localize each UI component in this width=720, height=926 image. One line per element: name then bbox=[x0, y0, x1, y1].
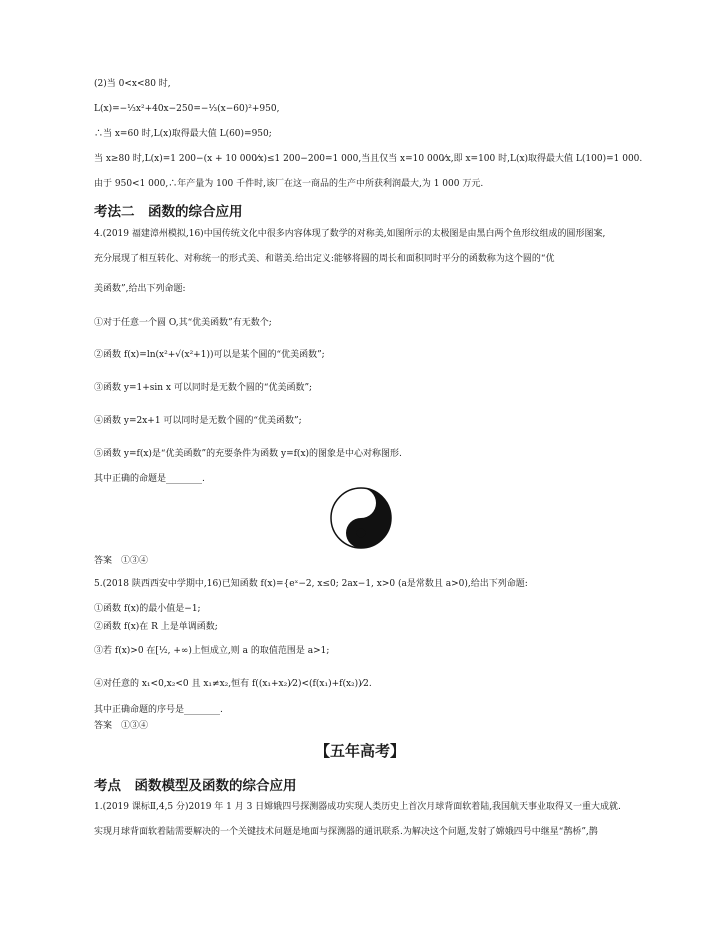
q5-item-1: ①函数 f(x)的最小值是−1; bbox=[94, 604, 201, 614]
q4-item-4: ④函数 y=2x+1 可以同时是无数个圆的“优美函数”; bbox=[94, 416, 302, 426]
q5-item-3: ③若 f(x)>0 在[½, +∞)上恒成立,则 a 的取值范围是 a>1; bbox=[94, 646, 330, 656]
q4-stem-line-2: 充分展现了相互转化、对称统一的形式美、和谐美.给出定义:能够将圆的周长和面积同时平分的函数称为这个圆的“优 bbox=[94, 254, 555, 264]
taiji-yin-yang-figure bbox=[329, 486, 393, 550]
q4-answer: 答案 ①③④ bbox=[94, 556, 149, 566]
solution-line-3: ∴当 x=60 时,L(x)取得最大值 L(60)=950; bbox=[94, 129, 272, 139]
five-year-heading: 【五年高考】 bbox=[314, 742, 405, 760]
section-heading-topic: 考点 函数模型及函数的综合应用 bbox=[94, 778, 297, 794]
q4-item-1: ①对于任意一个圆 O,其“优美函数”有无数个; bbox=[94, 318, 272, 328]
q1-stem-line-2: 实现月球背面软着陆需要解决的一个关键技术问题是地面与探测器的通讯联系.为解决这个问题,发射了嫦娥四号中继星“鹊桥”,鹊 bbox=[94, 827, 598, 837]
q5-answer: 答案 ①③④ bbox=[94, 721, 149, 731]
q5-question: 其中正确命题的序号是________. bbox=[94, 705, 223, 715]
section-heading-method-2: 考法二 函数的综合应用 bbox=[94, 204, 243, 220]
q5-stem: 5.(2018 陕西西安中学期中,16)已知函数 f(x)={eˣ−2, x≤0; 2ax−1, x>0 (a是常数且 a>0),给出下列命题: bbox=[94, 579, 528, 589]
solution-line-2: L(x)=−⅓x²+40x−250=−⅓(x−60)²+950, bbox=[94, 104, 280, 114]
solution-line-4: 当 x≥80 时,L(x)=1 200−(x + 10 000⁄x)≤1 200−200=1 000,当且仅当 x=10 000⁄x,即 x=100 时,L(x)取得最大值 L(100)=1 000. bbox=[94, 154, 643, 164]
q4-stem-line-3: 美函数”,给出下列命题: bbox=[94, 284, 186, 294]
q4-item-5: ⑤函数 y=f(x)是“优美函数”的充要条件为函数 y=f(x)的图象是中心对称图形. bbox=[94, 449, 402, 459]
q4-stem-line-1: 4.(2019 福建漳州模拟,16)中国传统文化中很多内容体现了数学的对称美,如图所示的太极图是由黑白两个鱼形纹组成的圆形图案, bbox=[94, 229, 606, 239]
q1-stem-line-1: 1.(2019 课标Ⅱ,4,5 分)2019 年 1 月 3 日嫦娥四号探测器成功实现人类历史上首次月球背面软着陆,我国航天事业取得又一重大成就. bbox=[94, 802, 621, 812]
q5-item-4: ④对任意的 x₁<0,x₂<0 且 x₁≠x₂,恒有 f((x₁+x₂)⁄2)<(f(x₁)+f(x₂))⁄2. bbox=[94, 679, 372, 689]
q4-item-2: ②函数 f(x)=ln(x²+√(x²+1))可以是某个圆的“优美函数”; bbox=[94, 350, 325, 360]
solution-line-1: (2)当 0<x<80 时, bbox=[94, 79, 171, 89]
solution-line-5: 由于 950<1 000,∴年产量为 100 千件时,该厂在这一商品的生产中所获利润最大,为 1 000 万元. bbox=[94, 179, 484, 189]
q5-item-2: ②函数 f(x)在 R 上是单调函数; bbox=[94, 622, 218, 632]
q4-item-3: ③函数 y=1+sin x 可以同时是无数个圆的“优美函数”; bbox=[94, 383, 313, 393]
q4-question: 其中正确的命题是________. bbox=[94, 474, 205, 484]
